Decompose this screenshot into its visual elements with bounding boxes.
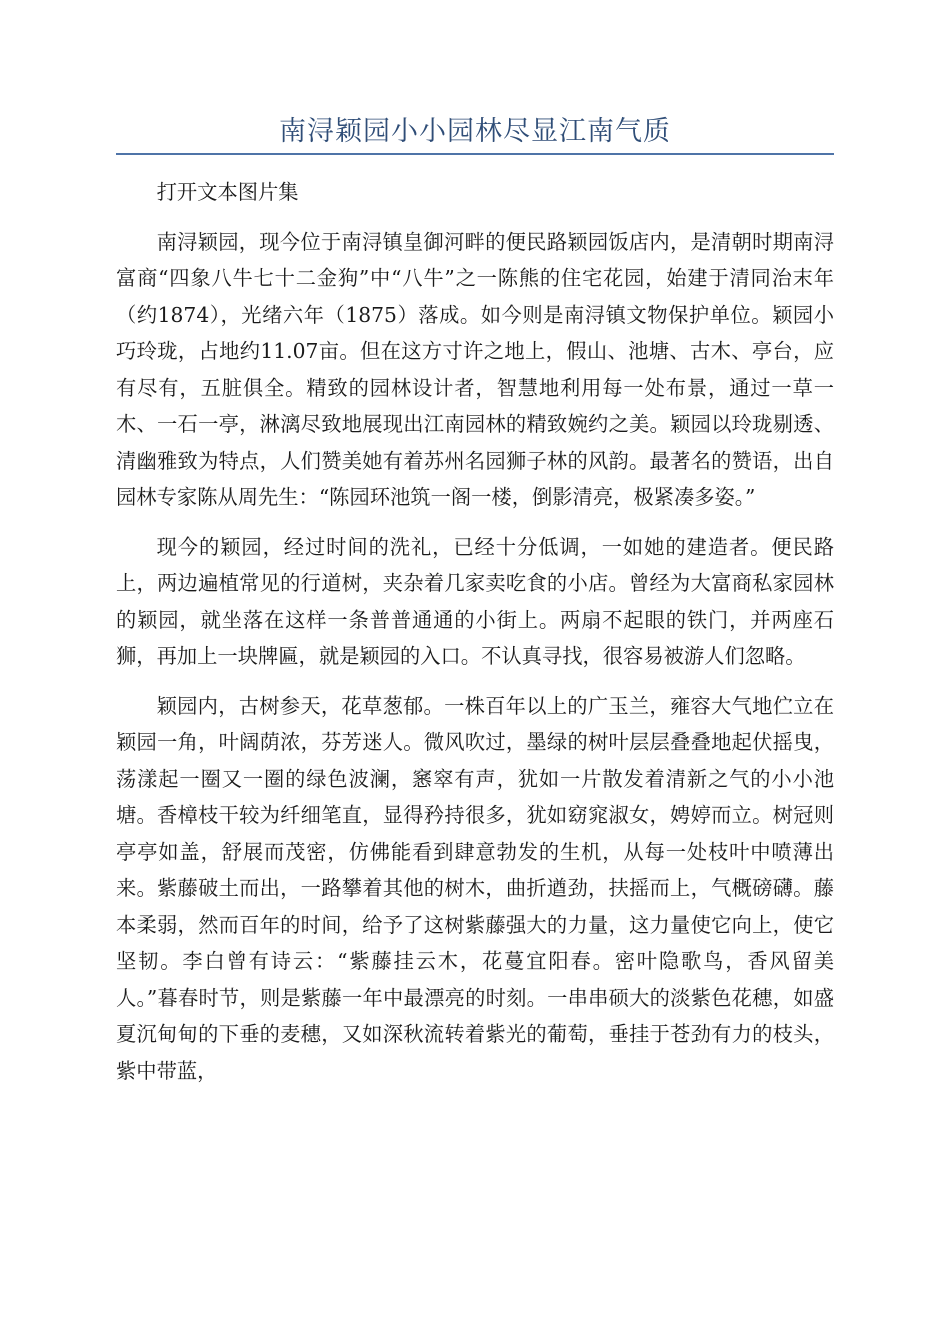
paragraph-1: 南浔颖园，现今位于南浔镇皇御河畔的便民路颖园饭店内，是清朝时期南浔富商“四象八牛七十二金狗”中“八牛”之一陈熊的住宅花园，始建于清同治末年（约1874），光绪六年（1875）落成。如今则是南浔镇文物保护单位。颖园小巧玲珑，占地约11.07亩。但在这方寸许之地上，假山、池塘、古木、亭台，应有尽有，五脏俱全。精致的园林设计者，智慧地利用每一处布景，通过一草一木、一石一亭，淋漓尽致地展现出江南园林的精致婉约之美。颖园以玲珑剔透、清幽雅致为特点，人们赞美她有着苏州名园狮子林的风韵。最著名的赞语，出自园林专家陈从周先生：“陈园环池筑一阁一楼，倒影清亮，极紧凑多姿。” bbox=[116, 229, 834, 509]
article-title: 南浔颖园小小园林尽显江南气质 bbox=[279, 116, 671, 147]
gallery-link[interactable]: 打开文本图片集 bbox=[156, 180, 299, 204]
paragraph-3: 颖园内，古树参天，花草葱郁。一株百年以上的广玉兰，雍容大气地伫立在颖园一角，叶阔荫浓，芬芳迷人。微风吹过，墨绿的树叶层层叠叠地起伏摇曳，荡漾起一圈又一圈的绿色波澜，窸窣有声，犹如一片散发着清新之气的小小池塘。香樟枝干较为纤细笔直，显得矜持很多，犹如窈窕淑女，娉婷而立。树冠则亭亭如盖，舒展而茂密，仿佛能看到肆意勃发的生机，从每一处枝叶中喷薄出来。紫藤破土而出，一路攀着其他的树木，曲折遒劲，扶摇而上，气概磅礴。藤本柔弱，然而百年的时间，给予了这树紫藤强大的力量，这力量使它向上，使它坚韧。李白曾有诗云：“紫藤挂云木，花蔓宜阳春。密叶隐歌鸟，香风留美人。”暮春时节，则是紫藤一年中最漂亮的时刻。一串串硕大的淡紫色花穗，如盛夏沉甸甸的下垂的麦穗，又如深秋流转着紫光的葡萄，垂挂于苍劲有力的枝头，紫中带蓝， bbox=[116, 693, 834, 1083]
article-body bbox=[116, 174, 834, 1089]
title-underline bbox=[116, 153, 834, 155]
paragraph-2: 现今的颖园，经过时间的洗礼，已经十分低调，一如她的建造者。便民路上，两边遍植常见的行道树，夹杂着几家卖吃食的小店。曾经为大富商私家园林的颖园，就坐落在这样一条普普通通的小街上。两扇不起眼的铁门，并两座石狮，再加上一块牌匾，就是颖园的入口。不认真寻找，很容易被游人们忽略。 bbox=[116, 534, 834, 668]
